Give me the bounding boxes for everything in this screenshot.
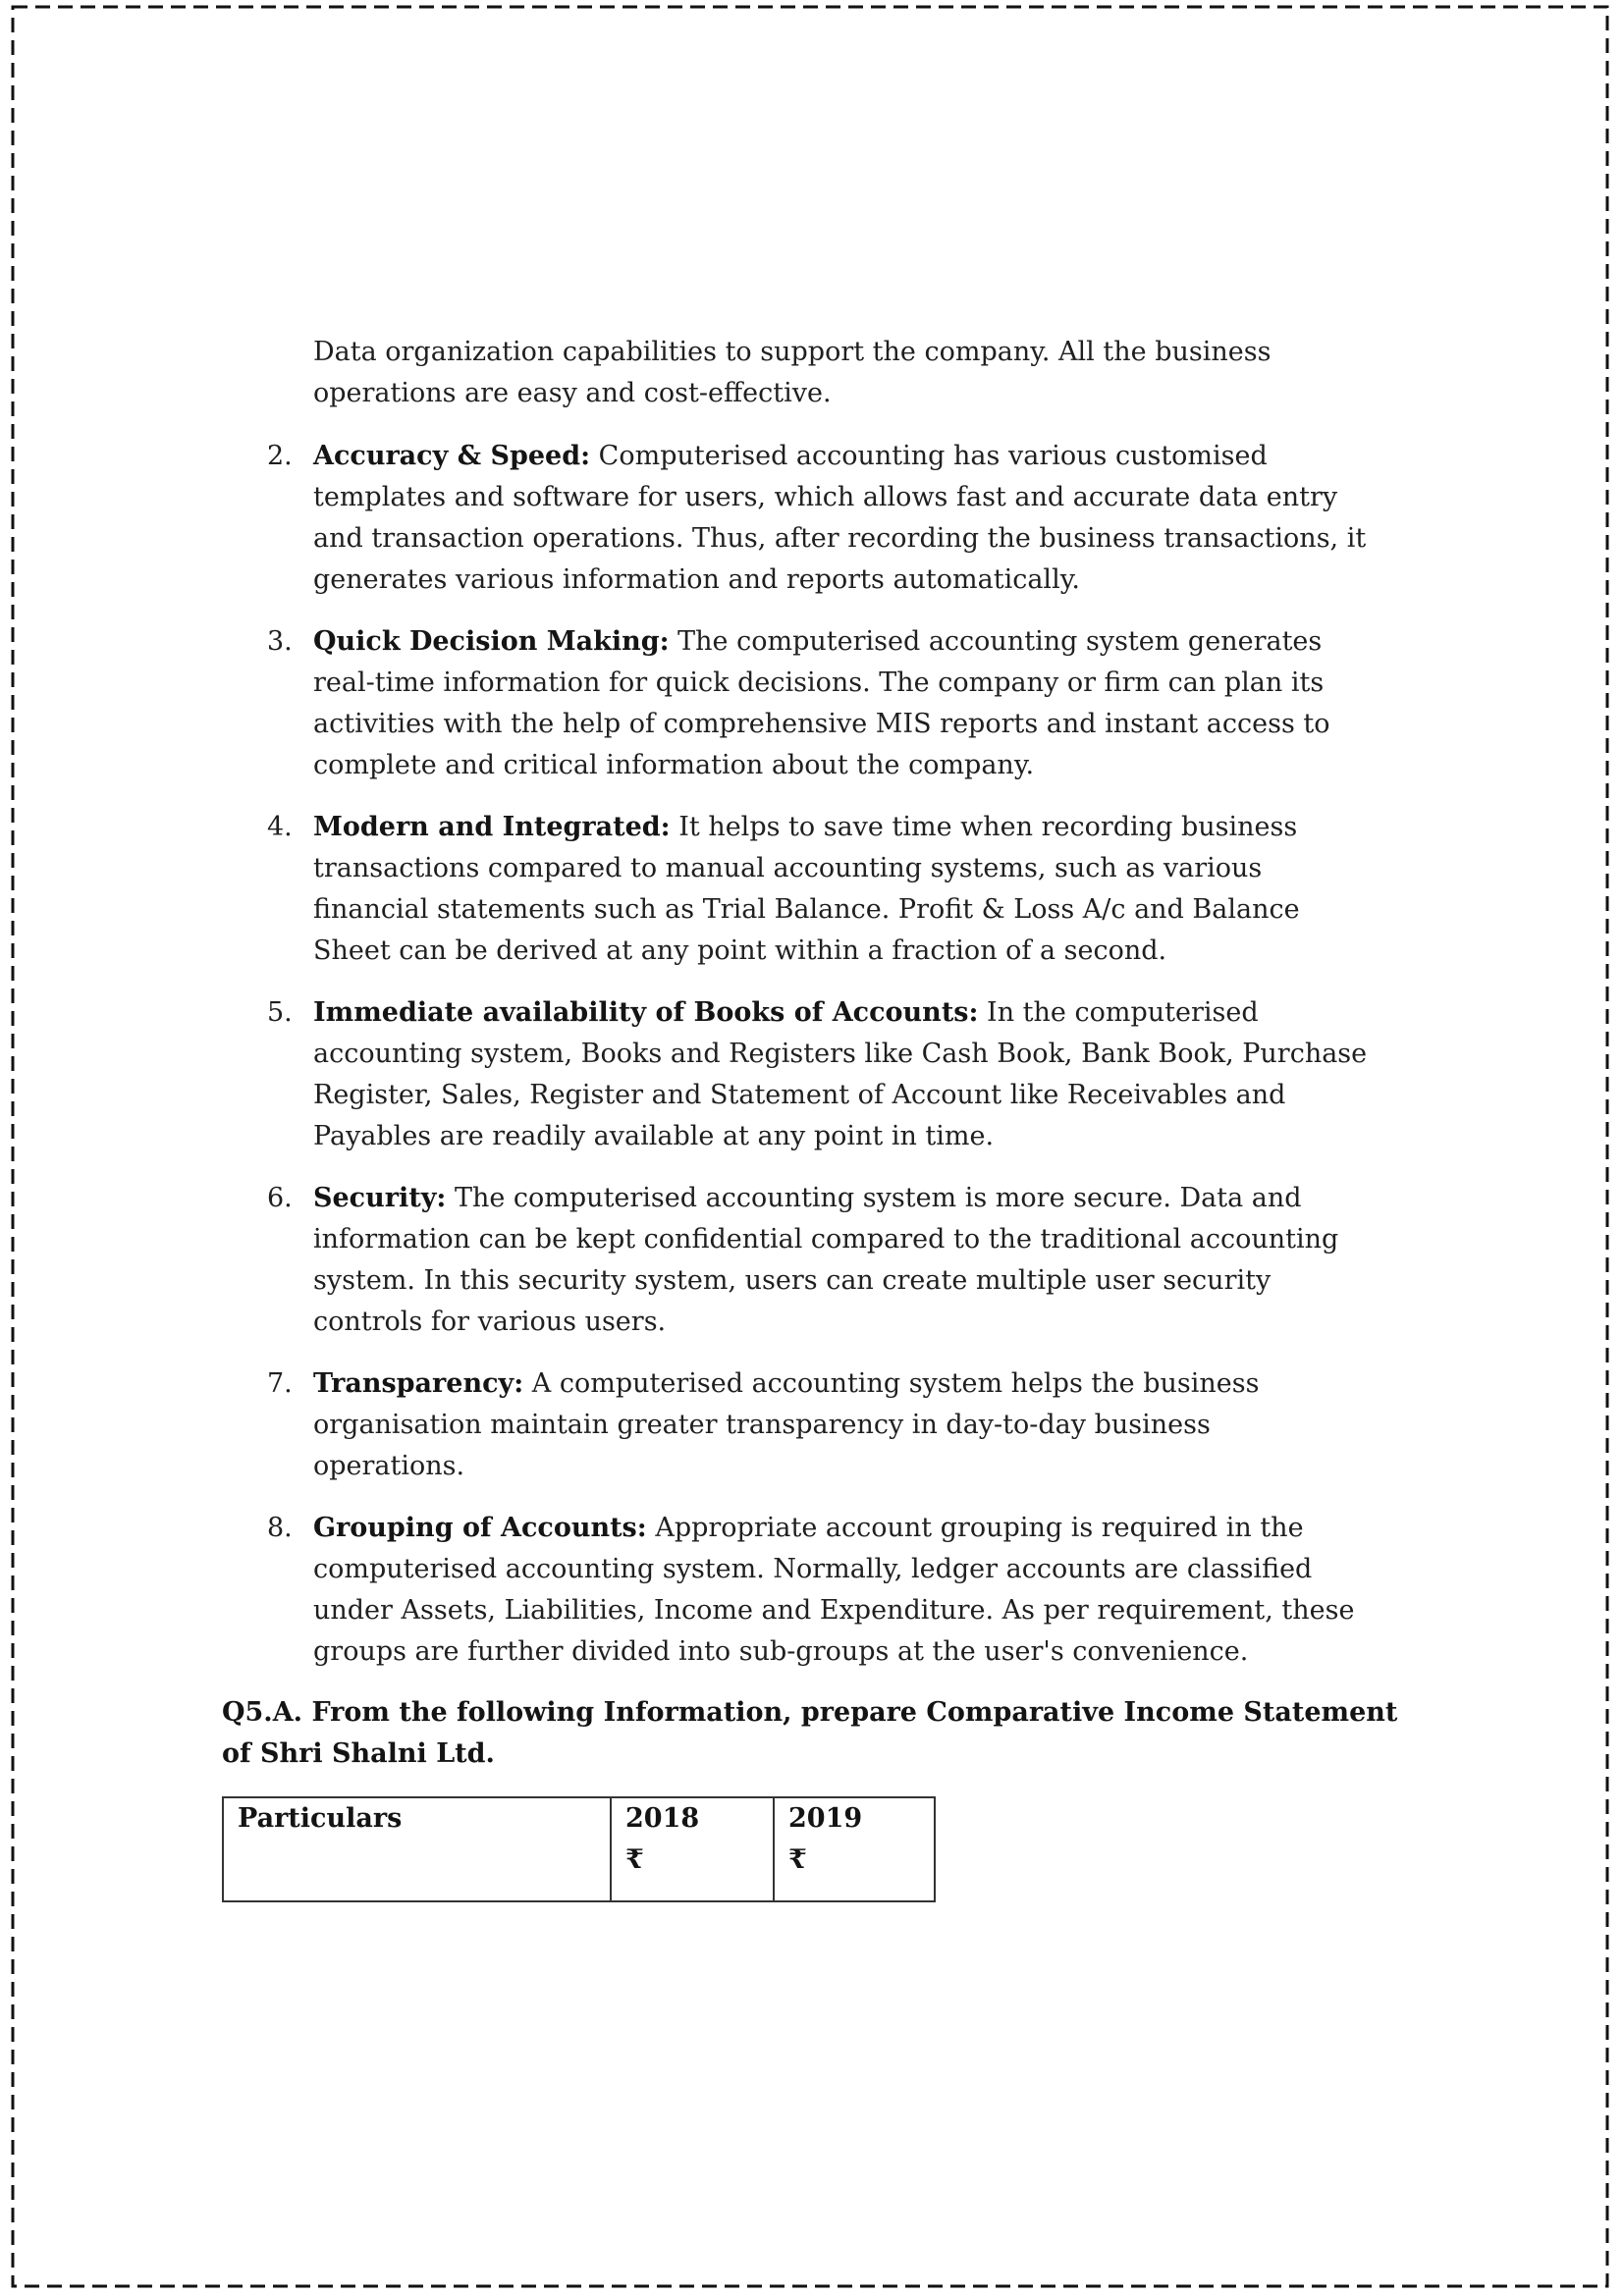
- item-term: Modern and Integrated:: [313, 812, 671, 842]
- paragraph-line: operations are easy and cost-effective.: [313, 378, 832, 408]
- item-term: Accuracy & Speed:: [313, 441, 591, 471]
- item-number: 2.: [267, 441, 293, 471]
- item-line: transactions compared to manual accounting systems, such as various: [313, 853, 1263, 883]
- item-text: [313, 807, 1300, 972]
- item-text: [313, 1508, 1354, 1673]
- list-item: [267, 1508, 1563, 1673]
- item-line: groups are further divided into sub-groups at the user's convenience.: [313, 1636, 1249, 1667]
- table-header-cell: [774, 1797, 935, 1901]
- numbered-points: [267, 436, 1563, 1673]
- table-header-cell: [611, 1797, 774, 1901]
- item-description: The computerised accounting system generates: [677, 626, 1323, 657]
- item-first-line: [313, 621, 1330, 663]
- question-line: of Shri Shalni Ltd.: [222, 1738, 495, 1769]
- item-line: operations.: [313, 1451, 465, 1481]
- item-first-line: [313, 992, 1367, 1034]
- continued-paragraph: [313, 332, 1563, 414]
- item-line: Payables are readily available at any point in time.: [313, 1121, 995, 1151]
- item-description: A computerised accounting system helps the business: [531, 1368, 1260, 1399]
- item-term: Quick Decision Making:: [313, 626, 670, 657]
- item-text: [313, 621, 1330, 786]
- item-term: Grouping of Accounts:: [313, 1513, 647, 1543]
- column-label: Particulars: [238, 1803, 403, 1834]
- table-header-row: [223, 1797, 935, 1901]
- item-term: Security:: [313, 1183, 447, 1213]
- item-number: 3.: [267, 626, 293, 657]
- item-line: templates and software for users, which allows fast and accurate data entry: [313, 482, 1338, 512]
- item-description: In the computerised: [987, 997, 1259, 1028]
- item-line: financial statements such as Trial Balance. Profit & Loss A/c and Balance: [313, 894, 1300, 925]
- item-line: Sheet can be derived at any point within a fraction of a second.: [313, 935, 1167, 966]
- list-item: [267, 436, 1563, 601]
- item-line: generates various information and reports automatically.: [313, 564, 1080, 595]
- item-line: information can be kept confidential compared to the traditional accounting: [313, 1224, 1339, 1255]
- column-label: 2018: [625, 1803, 700, 1834]
- item-first-line: [313, 807, 1300, 848]
- currency-symbol: ₹: [788, 1844, 807, 1875]
- item-description: Appropriate account grouping is required in the: [655, 1513, 1304, 1543]
- list-item: [267, 807, 1563, 972]
- item-first-line: [313, 1508, 1354, 1549]
- advantages-list: [267, 332, 1563, 1693]
- item-description: Computerised accounting has various customised: [598, 441, 1268, 471]
- item-line: computerised accounting system. Normally, ledger accounts are classified: [313, 1554, 1313, 1584]
- list-item: [267, 621, 1563, 786]
- item-line: controls for various users.: [313, 1307, 667, 1337]
- item-number: 5.: [267, 997, 293, 1028]
- item-line: Register, Sales, Register and Statement of Account like Receivables and: [313, 1080, 1286, 1110]
- item-first-line: [313, 436, 1366, 477]
- particulars-table: [222, 1796, 936, 1902]
- item-first-line: [313, 1363, 1259, 1405]
- item-line: system. In this security system, users can create multiple user security: [313, 1265, 1271, 1296]
- table-header-cell: [223, 1797, 611, 1901]
- currency-symbol: ₹: [625, 1844, 644, 1875]
- item-term: Immediate availability of Books of Accounts:: [313, 997, 979, 1028]
- item-number: 8.: [267, 1513, 293, 1543]
- item-number: 4.: [267, 812, 293, 842]
- list-item: [267, 1178, 1563, 1343]
- item-number: 7.: [267, 1368, 293, 1399]
- item-line: accounting system, Books and Registers like Cash Book, Bank Book, Purchase: [313, 1039, 1368, 1069]
- item-text: [313, 1363, 1259, 1487]
- item-line: organisation maintain greater transparency in day-to-day business: [313, 1410, 1211, 1440]
- item-text: [313, 436, 1366, 601]
- item-line: under Assets, Liabilities, Income and Expenditure. As per requirement, these: [313, 1595, 1355, 1626]
- list-item: [267, 1363, 1563, 1487]
- item-line: and transaction operations. Thus, after recording the business transactions, it: [313, 523, 1367, 554]
- item-description: The computerised accounting system is more secure. Data and: [454, 1183, 1302, 1213]
- question-line: Q5.A. From the following Information, prepare Comparative Income Statement: [222, 1697, 1398, 1728]
- item-term: Transparency:: [313, 1368, 524, 1399]
- list-item: [267, 992, 1563, 1157]
- item-line: complete and critical information about the company.: [313, 750, 1035, 780]
- question-heading: [222, 1692, 1397, 1775]
- item-description: It helps to save time when recording business: [678, 812, 1298, 842]
- item-line: real-time information for quick decisions. The company or firm can plan its: [313, 667, 1325, 698]
- item-text: [313, 992, 1367, 1157]
- item-line: activities with the help of comprehensive MIS reports and instant access to: [313, 709, 1330, 739]
- item-first-line: [313, 1178, 1338, 1219]
- paragraph-line: Data organization capabilities to support the company. All the business: [313, 337, 1271, 367]
- item-text: [313, 1178, 1338, 1343]
- item-number: 6.: [267, 1183, 293, 1213]
- column-label: 2019: [788, 1803, 863, 1834]
